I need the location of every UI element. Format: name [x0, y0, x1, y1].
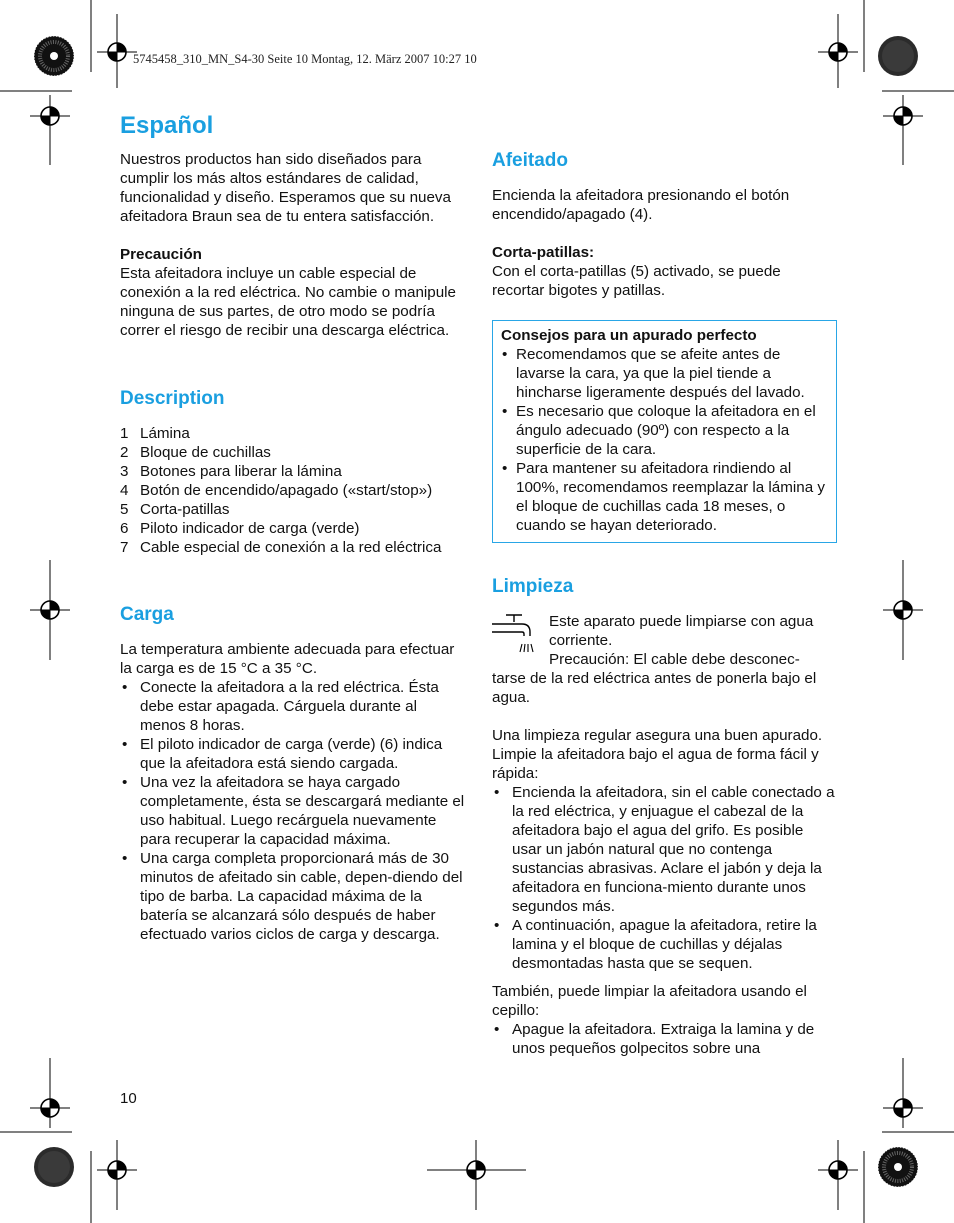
description-heading: Description	[120, 388, 225, 409]
list-item: • Para mantener su afeitadora rindiendo al 100%, recomendamos reemplazar la lámina y el bloque de cuchillas cada 18 meses, o cuando se hayan deteriorado.	[501, 459, 828, 535]
carga-heading: Carga	[120, 604, 174, 625]
list-item: • Una carga completa proporcionará más de 30 minutos de afeitado sin cable, depen-diendo del tipo de barba. La capacidad máxima de la batería se alcanzará sólo después de haber efectuado varios ciclos de carga y descarga.	[120, 849, 465, 944]
description-list	[120, 424, 465, 557]
list-item: 1 Lámina	[120, 425, 190, 442]
water-text-3: tarse de la red eléctrica antes de ponerla bajo el agua.	[492, 670, 817, 706]
trimmer-heading: Corta-patillas:	[492, 244, 595, 261]
list-item: • Encienda la afeitadora, sin el cable conectado a la red eléctrica, y enjuague el cabezal de la afeitadora bajo el agua del grifo. Es posible usar un jabón natural que no contenga sustancias abrasivas. Aclare el jabón y deja la afeitadora en funciona-miento durante unos segundos más.	[492, 783, 837, 916]
trimmer-text: Con el corta-patillas (5) activado, se puede recortar bigotes y patillas.	[492, 263, 781, 299]
page-title: Español	[120, 112, 214, 139]
list-item: 6 Piloto indicador de carga (verde)	[120, 520, 360, 537]
water-text-1: Este aparato puede limpiarse con agua corriente.	[549, 613, 814, 649]
limpieza-heading: Limpieza	[492, 576, 574, 597]
water-notice	[492, 612, 837, 707]
left-column	[120, 150, 465, 944]
right-column	[492, 150, 837, 1058]
brush-intro: También, puede limpiar la afeitadora usando el cepillo:	[492, 983, 807, 1019]
list-item: • Conecte la afeitadora a la red eléctrica. Ésta debe estar apagada. Cárguela durante al menos 8 horas.	[120, 678, 465, 735]
list-item: 3 Botones para liberar la lámina	[120, 463, 342, 480]
intro-paragraph: Nuestros productos han sido diseñados para cumplir los más altos estándares de calidad, funcionalidad y diseño. Esperamos que su nueva afeitadora Braun sea de tu entera satisfacción.	[120, 151, 451, 225]
list-item: • El piloto indicador de carga (verde) (6) indica que la afeitadora está siendo cargada.	[120, 735, 465, 773]
carga-intro: La temperatura ambiente adecuada para efectuar la carga es de 15 °C a 35 °C.	[120, 641, 455, 677]
list-item: • Recomendamos que se afeite antes de lavarse la cara, ya que la piel tiende a hincharse ligeramente después del lavado.	[501, 345, 828, 402]
list-item: • Una vez la afeitadora se haya cargado completamente, ésta se descargará mediante el uso habitual. Luego recárguela nuevamente para recuperar la capacidad máxima.	[120, 773, 465, 849]
list-item: • Apague la afeitadora. Extraiga la lamina y de unos pequeños golpecitos sobre una	[492, 1020, 837, 1058]
caution-text: Esta afeitadora incluye un cable especial de conexión a la red eléctrica. No cambie o manipule ninguna de sus partes, de otro modo se podría correr el riesgo de recibir una descarga eléctrica.	[120, 265, 456, 339]
tips-list	[501, 345, 828, 535]
carga-list	[120, 678, 465, 944]
afeitado-heading: Afeitado	[492, 150, 568, 171]
cleaning-list	[492, 783, 837, 973]
list-item: • A continuación, apague la afeitadora, retire la lamina y el bloque de cuchillas y déjalas desmontadas hasta que se sequen.	[492, 916, 837, 973]
water-text-2: Precaución: El cable debe desconec-	[549, 651, 800, 668]
tips-heading: Consejos para un apurado perfecto	[501, 327, 757, 344]
caution-heading: Precaución	[120, 246, 202, 263]
afeitado-text: Encienda la afeitadora presionando el botón encendido/apagado (4).	[492, 187, 790, 223]
list-item: 2 Bloque de cuchillas	[120, 444, 271, 461]
list-item: 5 Corta-patillas	[120, 501, 230, 518]
tips-box	[492, 320, 837, 543]
regular-cleaning-text: Una limpieza regular asegura una buen apurado. Limpie la afeitadora bajo el agua de forma fácil y rápida:	[492, 727, 823, 782]
list-item: 7 Cable especial de conexión a la red eléctrica	[120, 539, 442, 556]
faucet-icon	[492, 612, 538, 658]
page-number: 10	[120, 1090, 137, 1107]
list-item: 4 Botón de encendido/apagado («start/stop»)	[120, 482, 433, 499]
print-header: 5745458_310_MN_S4-30 Seite 10 Montag, 12. März 2007 10:27 10	[133, 52, 477, 66]
brush-list	[492, 1020, 837, 1058]
list-item: • Es necesario que coloque la afeitadora en el ángulo adecuado (90º) con respecto a la superficie de la cara.	[501, 402, 828, 459]
